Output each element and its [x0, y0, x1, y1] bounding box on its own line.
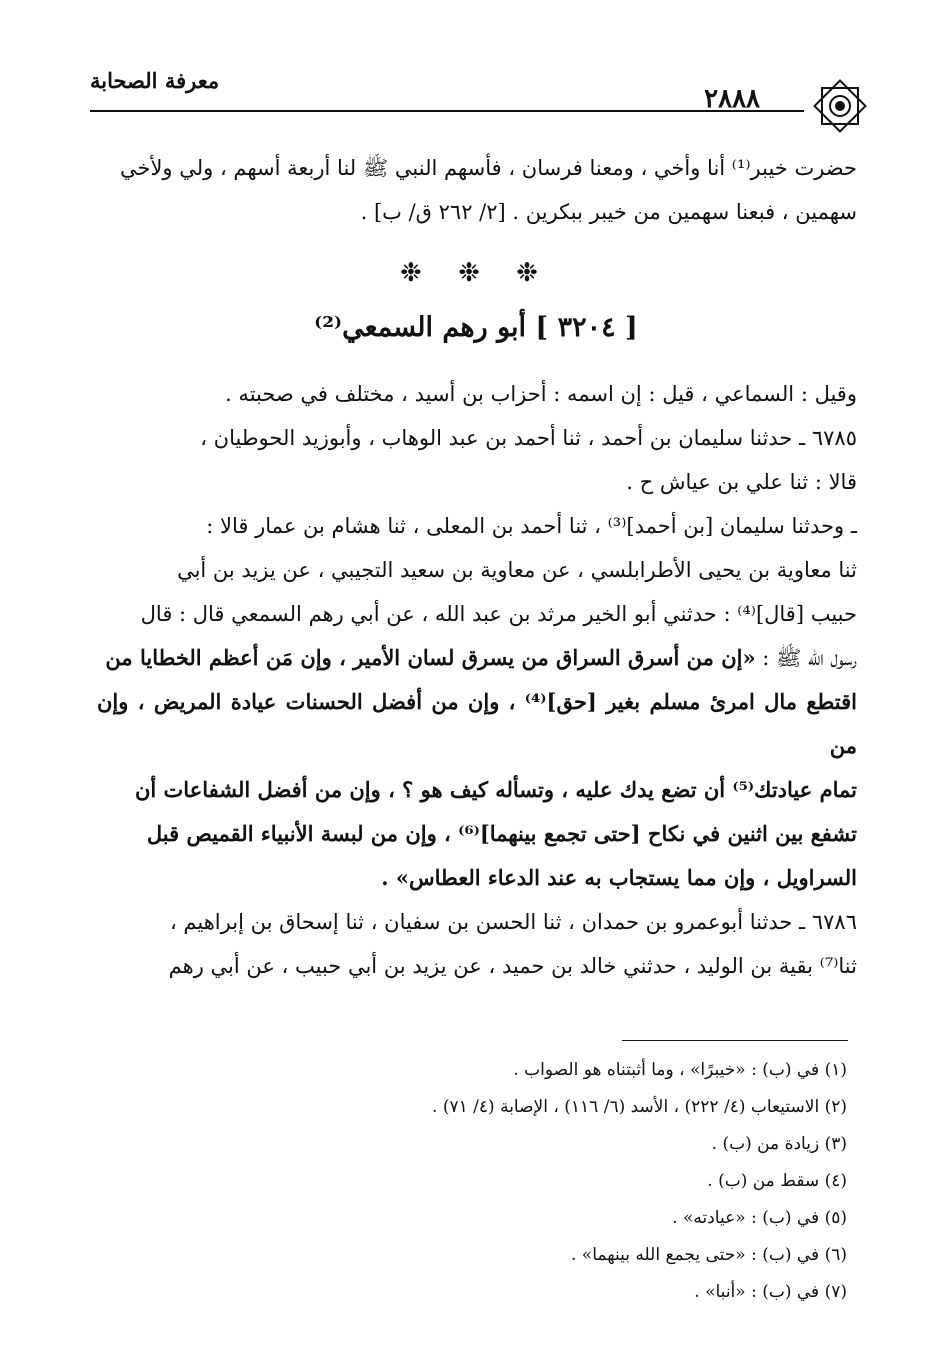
matn-text: «إن من أسرق السراق من يسرق لسان الأمير ، وإن مَن أعظم الخطايا من [105, 645, 756, 670]
matn-line: اقتطع مال امرئ مسلم بغير [حق]⁽⁴⁾ ، وإن من أفضل الحسنات عيادة المريض ، وإن من [97, 689, 857, 758]
footnote-1: (١) في (ب) : «خيبرًا» ، وما أثبتناه هو الصواب . [513, 1060, 847, 1080]
ornament-star-icon [810, 76, 870, 136]
footnote-rule [622, 1040, 848, 1041]
footnote-7: (٧) في (ب) : «أنبا» . [694, 1282, 847, 1302]
hadith-6785-line: قالا : ثنا علي بن عياش ح . [626, 470, 857, 494]
text-line: حضرت خيبر⁽¹⁾ أنا وأخي ، ومعنا فرسان ، فأسهم النبي ﷺ لنا أربعة أسهم ، ولي ولأخي [119, 156, 857, 180]
footnote-3: (٣) زيادة من (ب) . [711, 1134, 847, 1154]
page-number: ٢٨٨٨ [704, 84, 760, 114]
hadith-6786-line: ثنا⁽⁷⁾ بقية بن الوليد ، حدثني خالد بن حميد ، عن يزيد بن أبي حبيب ، عن أبي رهم [168, 954, 857, 978]
footnote-4: (٤) سقط من (ب) . [707, 1171, 847, 1191]
section-separator: ❉ ❉ ❉ [400, 258, 552, 288]
book-title: معرفة الصحابة [90, 68, 220, 93]
chain-line: ـ وحدثنا سليمان [بن أحمد]⁽³⁾ ، ثنا أحمد بن المعلى ، ثنا هشام بن عمار قالا : [206, 514, 857, 538]
page-header [90, 62, 870, 122]
section-body [97, 372, 857, 988]
matn-line: السراويل ، وإن مما يستجاب به عند الدعاء العطاس» . [381, 865, 857, 890]
intro-paragraph [97, 146, 857, 234]
hadith-6786-line: ٦٧٨٦ ـ حدثنا أبوعمرو بن حمدان ، ثنا الحسن بن سفيان ، ثنا إسحاق بن إبراهيم ، [169, 910, 857, 934]
matn-line: تمام عيادتك⁽⁵⁾ أن تضع يدك عليه ، وتسأله كيف هو ؟ ، وإن من أفضل الشفاعات أن [134, 777, 857, 802]
hadith-6785-line: ٦٧٨٥ ـ حدثنا سليمان بن أحمد ، ثنا أحمد بن عبد الوهاب ، وأبوزيد الحوطيان ، [200, 426, 857, 450]
text-line: سهمين ، فبعنا سهمين من خيبر ببكرين . [٢/ ٢٦٢ ق/ ب] . [360, 200, 857, 224]
footnote-6: (٦) في (ب) : «حتى يجمع الله بينهما» . [570, 1245, 847, 1265]
chain-line: ثنا معاوية بن يحيى الأطرابلسي ، عن معاوية بن سعيد التجيبي ، عن يزيد بن أبي [177, 558, 857, 582]
chain-line [97, 636, 857, 680]
section-heading: [ ٣٢٠٤ ] أبو رهم السمعي⁽²⁾ [314, 312, 638, 343]
matn-line: تشفع بين اثنين في نكاح [حتى تجمع بينهما]⁽⁶⁾ ، وإن من لبسة الأنبياء القميص قبل [146, 821, 857, 846]
footnote-2: (٢) الاستيعاب (٤/ ٢٢٢) ، الأسد (٦/ ١١٦) ، الإصابة (٤/ ٧١) . [432, 1097, 847, 1117]
footnote-5: (٥) في (ب) : «عيادته» . [672, 1208, 847, 1228]
biography-note: وقيل : السماعي ، قيل : إن اسمه : أحزاب بن أسيد ، مختلف في صحبته . [225, 382, 857, 406]
header-rule [90, 110, 804, 112]
chain-text: رسول الله ﷺ : [762, 646, 857, 670]
footnotes [107, 1052, 847, 1311]
chain-line: حبيب [قال]⁽⁴⁾ : حدثني أبو الخير مرثد بن عبد الله ، عن أبي رهم السمعي قال : قال [140, 602, 857, 626]
